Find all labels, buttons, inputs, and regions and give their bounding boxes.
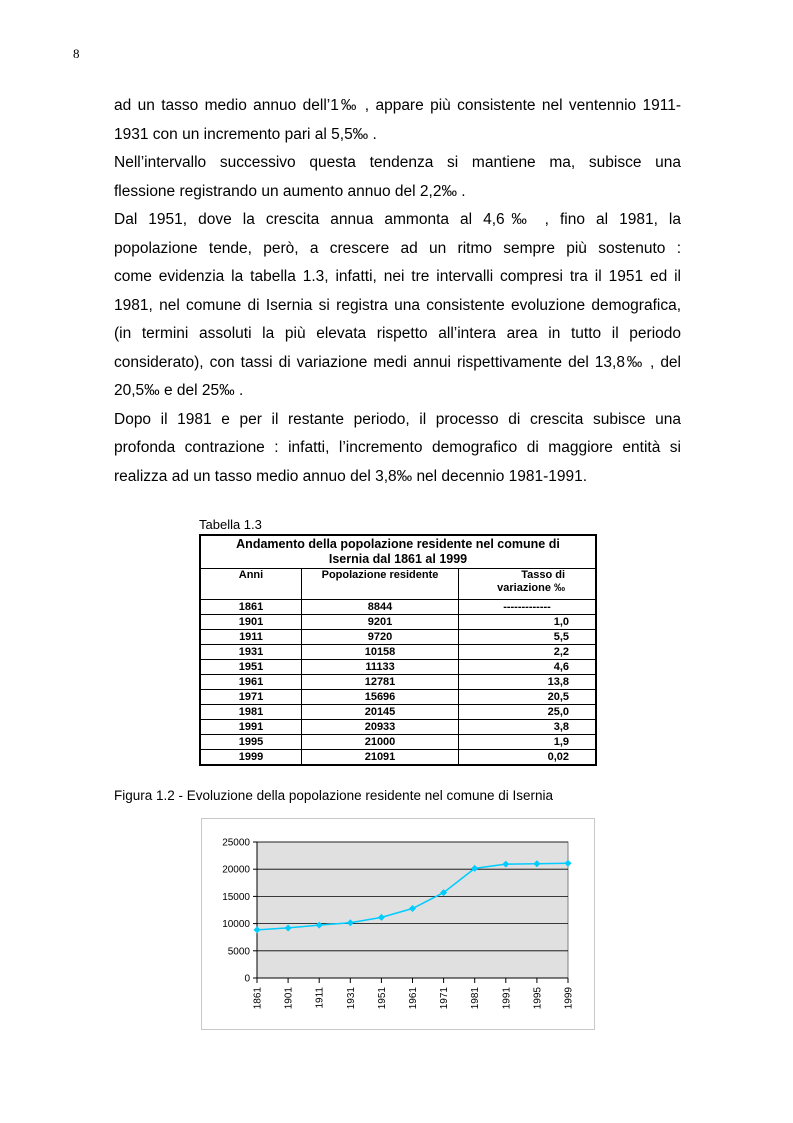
x-tick-label: 1961 xyxy=(408,987,419,1010)
table-row xyxy=(200,735,596,750)
cell-popolazione: 21091 xyxy=(302,750,459,766)
cell-popolazione: 10158 xyxy=(302,645,459,660)
table-row xyxy=(200,630,596,645)
text-line: ad un tasso medio annuo dell’1‰ , appare più consistente nel ventennio 1911- xyxy=(114,97,681,114)
paragraph xyxy=(114,149,681,206)
x-tick-label: 1901 xyxy=(283,987,295,1010)
table-caption: Tabella 1.3 xyxy=(199,517,262,532)
cell-popolazione: 15696 xyxy=(302,690,459,705)
table-row xyxy=(200,600,596,615)
cell-anno: 1991 xyxy=(200,720,302,735)
text-line: come evidenzia la tabella 1.3, infatti, nei tre intervalli compresi tra il 1951 ed il xyxy=(114,268,681,285)
x-tick-label: 1911 xyxy=(314,987,326,1009)
cell-tasso: 3,8 xyxy=(459,720,597,735)
cell-tasso: 2,2 xyxy=(459,645,597,660)
x-tick-label: 1861 xyxy=(252,987,264,1010)
cell-anno: 1995 xyxy=(200,735,302,750)
cell-popolazione: 9720 xyxy=(302,630,459,645)
text-line: realizza ad un tasso medio annuo del 3,8‰ nel decennio 1981-1991. xyxy=(114,467,588,485)
table-title-line1: Andamento della popolazione residente nel comune di xyxy=(236,537,560,551)
cell-popolazione: 11133 xyxy=(302,660,459,675)
text-line: 1931 con un incremento pari al 5,5‰ . xyxy=(114,125,377,143)
table-row xyxy=(200,690,596,705)
cell-tasso: 1,0 xyxy=(459,615,597,630)
y-tick-label: 0 xyxy=(244,973,250,985)
cell-tasso: 0,02 xyxy=(459,750,597,766)
y-tick-label: 20000 xyxy=(222,864,250,876)
cell-tasso: 13,8 xyxy=(459,675,597,690)
cell-popolazione: 12781 xyxy=(302,675,459,690)
cell-anno: 1951 xyxy=(200,660,302,675)
x-tick-label: 1971 xyxy=(439,987,451,1010)
body-text xyxy=(114,92,681,491)
cell-anno: 1981 xyxy=(200,705,302,720)
paragraph xyxy=(114,406,681,492)
text-line: considerato), con tassi di variazione medi annui rispettivamente del 13,8‰ , del xyxy=(114,353,681,371)
table-row xyxy=(200,750,596,766)
text-line: popolazione tende, però, a crescere ad un ritmo sempre più sostenuto : xyxy=(114,239,681,257)
population-line-chart xyxy=(202,819,594,1029)
cell-tasso: 4,6 xyxy=(459,660,597,675)
y-tick-label: 10000 xyxy=(222,919,250,931)
x-tick-label: 1931 xyxy=(345,987,357,1010)
cell-anno: 1971 xyxy=(200,690,302,705)
cell-tasso: 25,0 xyxy=(459,705,597,720)
cell-popolazione: 20145 xyxy=(302,705,459,720)
cell-popolazione: 9201 xyxy=(302,615,459,630)
cell-anno: 1931 xyxy=(200,645,302,660)
header-tasso-line2: variazione ‰ xyxy=(497,582,565,594)
text-line: (in termini assoluti la più elevata rispetto all’intera area in tutto il periodo xyxy=(114,325,681,342)
y-tick-label: 25000 xyxy=(222,837,250,849)
paragraph xyxy=(114,206,681,406)
cell-tasso: 20,5 xyxy=(459,690,597,705)
cell-popolazione: 20933 xyxy=(302,720,459,735)
cell-anno: 1961 xyxy=(200,675,302,690)
cell-anno: 1999 xyxy=(200,750,302,766)
table-row xyxy=(200,705,596,720)
cell-tasso: 5,5 xyxy=(459,630,597,645)
x-tick-label: 1991 xyxy=(501,987,513,1010)
cell-tasso: ------------- xyxy=(459,600,597,615)
population-table xyxy=(199,534,597,766)
text-line: flessione registrando un aumento annuo del 2,2‰ . xyxy=(114,182,466,200)
figure-caption: Figura 1.2 - Evoluzione della popolazione residente nel comune di Isernia xyxy=(114,788,554,803)
text-line: 1981, nel comune di Isernia si registra una consistente evoluzione demografica, xyxy=(114,296,681,314)
cell-tasso: 1,9 xyxy=(459,735,597,750)
cell-popolazione: 8844 xyxy=(302,600,459,615)
text-line: Nell’intervallo successivo questa tendenza si mantiene ma, subisce una xyxy=(114,154,681,171)
header-anni: Anni xyxy=(200,569,302,600)
y-tick-label: 15000 xyxy=(222,891,250,903)
cell-anno: 1861 xyxy=(200,600,302,615)
page-number: 8 xyxy=(73,46,80,61)
x-tick-label: 1995 xyxy=(532,987,544,1010)
table-row xyxy=(200,660,596,675)
table-row xyxy=(200,645,596,660)
text-line: Dopo il 1981 e per il restante periodo, il processo di crescita subisce una xyxy=(114,410,681,428)
table-title xyxy=(200,535,596,569)
y-tick-label: 5000 xyxy=(227,946,250,958)
cell-anno: 1901 xyxy=(200,615,302,630)
table-row xyxy=(200,675,596,690)
table-title-line2: Isernia dal 1861 al 1999 xyxy=(328,552,468,566)
paragraph xyxy=(114,92,681,149)
table-row xyxy=(200,720,596,735)
text-line: profonda contrazione : infatti, l’incremento demografico di maggiore entità si xyxy=(114,439,681,456)
x-tick-label: 1951 xyxy=(376,987,388,1010)
x-tick-label: 1999 xyxy=(563,987,575,1010)
chart-frame xyxy=(201,818,595,1030)
header-tasso-line1: Tasso di xyxy=(521,569,565,581)
header-popolazione: Popolazione residente xyxy=(302,569,459,600)
x-tick-label: 1981 xyxy=(470,987,482,1010)
header-tasso xyxy=(459,569,597,600)
cell-popolazione: 21000 xyxy=(302,735,459,750)
text-line: 20,5‰ e del 25‰ . xyxy=(114,382,244,399)
table-row xyxy=(200,615,596,630)
cell-anno: 1911 xyxy=(200,630,302,645)
text-line: Dal 1951, dove la crescita annua ammonta al 4,6‰ , fino al 1981, la xyxy=(114,211,681,228)
